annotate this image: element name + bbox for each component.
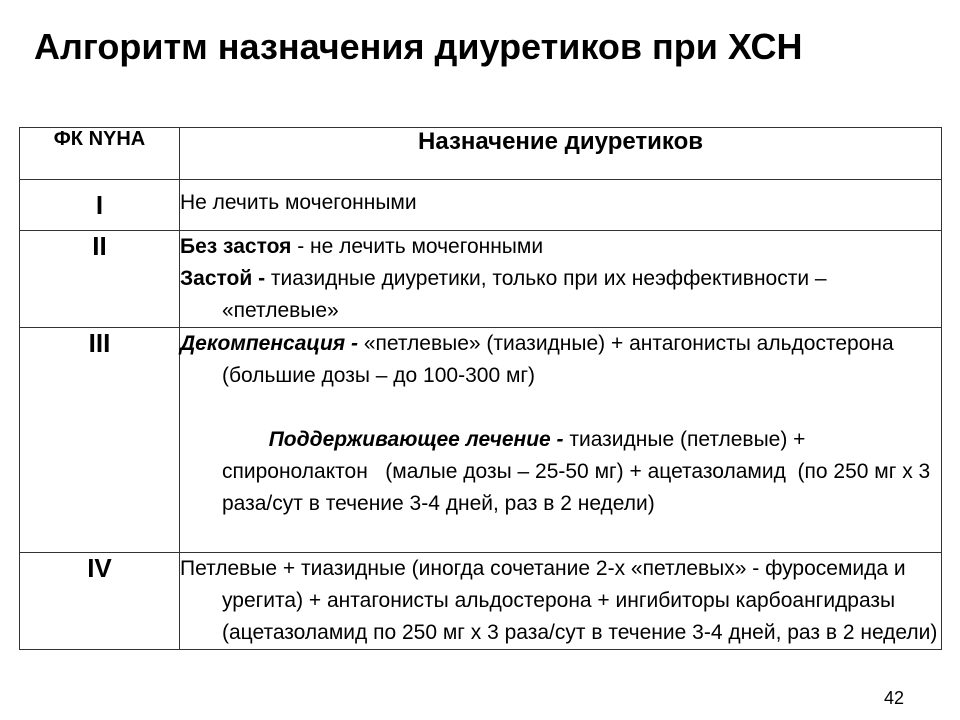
line-text: - не лечить мочегонными (291, 235, 544, 258)
line-text: Не лечить мочегонными (180, 191, 417, 214)
prescription-line (180, 392, 941, 552)
table-row (20, 553, 942, 650)
line-text: «петлевые» (тиазидные) + антагонисты альдостерона (большие дозы – до 100-300 мг) (222, 332, 894, 387)
line-text: тиазидные (петлевые) + спиронолактон (малые дозы – 25-50 мг) + ацетазоламид (по 250 мг х 3 раза/сут в течение 3-4 дней, раз в 2 недели) (222, 428, 937, 515)
fk-class-cell: I (20, 180, 180, 231)
line-lead: Застой - (180, 267, 266, 290)
fk-class-cell: IV (20, 553, 180, 650)
prescription-cell (180, 328, 942, 553)
line-lead: Поддерживающее лечение - (268, 428, 564, 451)
prescription-line (180, 187, 941, 219)
fk-class-cell: II (20, 231, 180, 328)
slide-title: Алгоритм назначения диуретиков при ХСН (34, 26, 803, 67)
line-text: тиазидные диуретики, только при их неэффективности – «петлевые» (222, 267, 827, 322)
prescription-cell (180, 180, 942, 231)
fk-class-cell: III (20, 328, 180, 553)
prescription-cell (180, 231, 942, 328)
table-row (20, 180, 942, 231)
prescription-line (180, 263, 941, 327)
table-header-row (20, 128, 942, 180)
prescription-cell (180, 553, 942, 650)
diuretics-table (19, 127, 942, 650)
header-diuretics-prescription: Назначение диуретиков (180, 128, 942, 180)
line-lead: Без застоя (180, 235, 292, 258)
header-fk-nyha: ФК NYHA (20, 128, 180, 180)
prescription-line (180, 328, 941, 392)
page-number: 42 (883, 688, 904, 708)
prescription-line (180, 231, 941, 263)
table-row (20, 231, 942, 328)
prescription-line (180, 553, 941, 649)
line-text: Петлевые + тиазидные (иногда сочетание 2-х «петлевых» - фуросемида и урегита) + антагонисты альдостерона + ингибиторы карбоангидразы (ацетазоламид по 250 мг х 3 раза/сут в течение 3-4 дней, раз в 2 недели) (180, 557, 938, 644)
line-lead: Декомпенсация - (180, 332, 358, 355)
table-row (20, 328, 942, 553)
